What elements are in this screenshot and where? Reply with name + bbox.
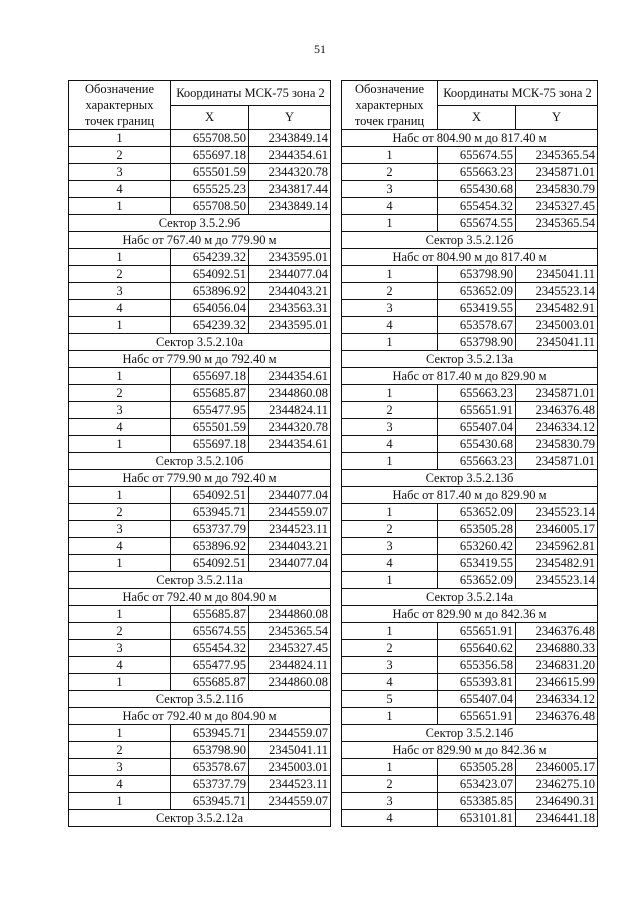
point-number: 1: [342, 572, 438, 589]
y-coordinate: 2343817.44: [249, 181, 331, 198]
section-row: [342, 368, 598, 385]
y-coordinate: 2344523.11: [249, 776, 331, 793]
point-number: 1: [69, 555, 171, 572]
table-row: [342, 538, 598, 555]
table-row: [342, 810, 598, 827]
section-label: Набс от 792.40 м до 804.90 м: [69, 589, 331, 606]
y-coordinate: 2344320.78: [249, 419, 331, 436]
point-number: 1: [342, 385, 438, 402]
y-coordinate: 2345365.54: [249, 623, 331, 640]
table-row: [342, 300, 598, 317]
x-coordinate: 653578.67: [171, 759, 249, 776]
table-body: [69, 130, 331, 827]
point-number: 1: [342, 453, 438, 470]
table-row: [69, 623, 331, 640]
point-number: 1: [69, 674, 171, 691]
coordinates-table-right: [341, 80, 598, 827]
table-row: [342, 317, 598, 334]
table-row: [342, 283, 598, 300]
x-coordinate: 653798.90: [171, 742, 249, 759]
x-coordinate: 653419.55: [438, 555, 516, 572]
coordinates-table-left: [68, 80, 331, 827]
point-number: 1: [69, 725, 171, 742]
table-row: [69, 521, 331, 538]
section-row: [69, 453, 331, 470]
table-row: [69, 776, 331, 793]
y-coordinate: 2344824.11: [249, 402, 331, 419]
section-row: [342, 249, 598, 266]
table-row: [342, 640, 598, 657]
y-coordinate: 2343849.14: [249, 198, 331, 215]
x-coordinate: 655663.23: [438, 385, 516, 402]
section-row: [342, 487, 598, 504]
x-coordinate: 655685.87: [171, 674, 249, 691]
y-coordinate: 2345482.91: [516, 300, 598, 317]
point-number: 1: [69, 317, 171, 334]
table-row: [69, 487, 331, 504]
table-row: [69, 368, 331, 385]
point-number: 2: [69, 742, 171, 759]
table-row: [342, 521, 598, 538]
section-label: Сектор 3.5.2.10б: [69, 453, 331, 470]
table-row: [342, 419, 598, 436]
x-coordinate: 653419.55: [438, 300, 516, 317]
point-number: 3: [69, 759, 171, 776]
table-row: [69, 674, 331, 691]
table-row: [69, 147, 331, 164]
point-number: 4: [69, 419, 171, 436]
point-number: 1: [342, 708, 438, 725]
section-row: [342, 130, 598, 147]
page-number: 51: [314, 42, 326, 56]
x-coordinate: 655708.50: [171, 130, 249, 147]
y-coordinate: 2345327.45: [516, 198, 598, 215]
section-label: Набс от 817.40 м до 829.90 м: [342, 487, 598, 504]
table-row: [342, 402, 598, 419]
point-number: 3: [69, 402, 171, 419]
table-row: [69, 793, 331, 810]
point-number: 1: [69, 249, 171, 266]
section-row: [342, 742, 598, 759]
section-row: [69, 232, 331, 249]
y-column-header: Y: [249, 105, 331, 130]
table-row: [342, 198, 598, 215]
section-row: [69, 572, 331, 589]
table-row: [342, 385, 598, 402]
section-label: Сектор 3.5.2.12а: [69, 810, 331, 827]
table-row: [342, 181, 598, 198]
x-column-header: X: [438, 105, 516, 130]
x-coordinate: 653896.92: [171, 538, 249, 555]
table-row: [342, 334, 598, 351]
x-coordinate: 655525.23: [171, 181, 249, 198]
x-coordinate: 655708.50: [171, 198, 249, 215]
point-number: 1: [342, 759, 438, 776]
section-label: Сектор 3.5.2.14б: [342, 725, 598, 742]
point-number: 1: [69, 793, 171, 810]
section-row: [69, 470, 331, 487]
section-label: Набс от 829.90 м до 842.36 м: [342, 742, 598, 759]
table-row: [69, 385, 331, 402]
y-coordinate: 2345523.14: [516, 572, 598, 589]
table-header: [342, 81, 598, 130]
y-coordinate: 2343563.31: [249, 300, 331, 317]
section-label: Сектор 3.5.2.9б: [69, 215, 331, 232]
section-row: [69, 351, 331, 368]
x-coordinate: 655663.23: [438, 453, 516, 470]
y-coordinate: 2346376.48: [516, 402, 598, 419]
x-coordinate: 654092.51: [171, 555, 249, 572]
point-number: 3: [69, 164, 171, 181]
point-number: 2: [342, 521, 438, 538]
table-row: [69, 164, 331, 181]
table-row: [342, 793, 598, 810]
y-coordinate: 2344354.61: [249, 436, 331, 453]
section-row: [69, 810, 331, 827]
section-row: [69, 691, 331, 708]
point-number: 3: [342, 181, 438, 198]
table-row: [69, 283, 331, 300]
x-coordinate: 655501.59: [171, 419, 249, 436]
x-coordinate: 653945.71: [171, 793, 249, 810]
y-coordinate: 2344523.11: [249, 521, 331, 538]
y-coordinate: 2344559.07: [249, 793, 331, 810]
table-row: [342, 759, 598, 776]
y-coordinate: 2344354.61: [249, 368, 331, 385]
table-row: [342, 776, 598, 793]
x-coordinate: 655454.32: [171, 640, 249, 657]
table-row: [69, 640, 331, 657]
y-coordinate: 2344559.07: [249, 504, 331, 521]
section-row: [69, 334, 331, 351]
y-coordinate: 2346831.20: [516, 657, 598, 674]
y-coordinate: 2345482.91: [516, 555, 598, 572]
section-row: [342, 232, 598, 249]
y-coordinate: 2345830.79: [516, 436, 598, 453]
y-coordinate: 2343595.01: [249, 317, 331, 334]
coordinates-header: Координаты МСК-75 зона 2: [171, 81, 331, 106]
point-number: 2: [69, 266, 171, 283]
point-number: 3: [342, 300, 438, 317]
x-coordinate: 653737.79: [171, 521, 249, 538]
section-label: Набс от 817.40 м до 829.90 м: [342, 368, 598, 385]
y-column-header: Y: [516, 105, 598, 130]
coordinates-header: Координаты МСК-75 зона 2: [438, 81, 598, 106]
point-number: 2: [69, 623, 171, 640]
x-coordinate: 655407.04: [438, 691, 516, 708]
y-coordinate: 2345830.79: [516, 181, 598, 198]
y-coordinate: 2345327.45: [249, 640, 331, 657]
point-designation-header: Обозначение характерных точек границ: [69, 81, 171, 130]
y-coordinate: 2346334.12: [516, 419, 598, 436]
table-row: [342, 623, 598, 640]
table-body: [342, 130, 598, 827]
x-coordinate: 654056.04: [171, 300, 249, 317]
y-coordinate: 2345003.01: [516, 317, 598, 334]
x-coordinate: 655651.91: [438, 623, 516, 640]
table-row: [342, 555, 598, 572]
section-label: Сектор 3.5.2.13а: [342, 351, 598, 368]
x-coordinate: 655685.87: [171, 606, 249, 623]
x-coordinate: 655454.32: [438, 198, 516, 215]
x-coordinate: 655697.18: [171, 436, 249, 453]
y-coordinate: 2345041.11: [516, 266, 598, 283]
table-row: [69, 419, 331, 436]
x-coordinate: 655651.91: [438, 402, 516, 419]
x-coordinate: 653578.67: [438, 317, 516, 334]
table-row: [69, 742, 331, 759]
x-coordinate: 655674.55: [171, 623, 249, 640]
y-coordinate: 2346005.17: [516, 521, 598, 538]
point-number: 1: [69, 606, 171, 623]
point-number: 4: [342, 436, 438, 453]
point-number: 1: [69, 368, 171, 385]
section-row: [342, 351, 598, 368]
section-label: Сектор 3.5.2.10а: [69, 334, 331, 351]
y-coordinate: 2346880.33: [516, 640, 598, 657]
y-coordinate: 2344860.08: [249, 674, 331, 691]
x-coordinate: 653798.90: [438, 266, 516, 283]
y-coordinate: 2345523.14: [516, 504, 598, 521]
y-coordinate: 2344077.04: [249, 487, 331, 504]
y-coordinate: 2346275.10: [516, 776, 598, 793]
y-coordinate: 2345523.14: [516, 283, 598, 300]
point-number: 1: [342, 504, 438, 521]
table-row: [69, 725, 331, 742]
section-label: Сектор 3.5.2.11б: [69, 691, 331, 708]
section-label: Сектор 3.5.2.12б: [342, 232, 598, 249]
y-coordinate: 2346376.48: [516, 708, 598, 725]
point-number: 4: [69, 776, 171, 793]
point-number: 2: [342, 640, 438, 657]
y-coordinate: 2346334.12: [516, 691, 598, 708]
table-row: [69, 657, 331, 674]
section-label: Набс от 804.90 м до 817.40 м: [342, 130, 598, 147]
y-coordinate: 2344354.61: [249, 147, 331, 164]
y-coordinate: 2345871.01: [516, 164, 598, 181]
point-number: 5: [342, 691, 438, 708]
section-row: [69, 589, 331, 606]
y-coordinate: 2344043.21: [249, 538, 331, 555]
x-coordinate: 653505.28: [438, 521, 516, 538]
table-row: [69, 436, 331, 453]
section-label: Сектор 3.5.2.13б: [342, 470, 598, 487]
table-row: [342, 504, 598, 521]
x-coordinate: 655430.68: [438, 436, 516, 453]
y-coordinate: 2344559.07: [249, 725, 331, 742]
y-coordinate: 2344860.08: [249, 385, 331, 402]
y-coordinate: 2345041.11: [516, 334, 598, 351]
table-row: [342, 215, 598, 232]
section-label: Сектор 3.5.2.14а: [342, 589, 598, 606]
x-coordinate: 653260.42: [438, 538, 516, 555]
section-label: Набс от 804.90 м до 817.40 м: [342, 249, 598, 266]
x-coordinate: 654239.32: [171, 249, 249, 266]
point-number: 3: [342, 657, 438, 674]
section-row: [69, 215, 331, 232]
x-coordinate: 654239.32: [171, 317, 249, 334]
point-number: 1: [342, 266, 438, 283]
point-number: 4: [69, 181, 171, 198]
point-number: 2: [69, 504, 171, 521]
point-number: 2: [342, 283, 438, 300]
x-coordinate: 655393.81: [438, 674, 516, 691]
x-column-header: X: [171, 105, 249, 130]
point-number: 2: [342, 776, 438, 793]
y-coordinate: 2344320.78: [249, 164, 331, 181]
x-coordinate: 655697.18: [171, 368, 249, 385]
section-label: Набс от 779.90 м до 792.40 м: [69, 470, 331, 487]
point-number: 4: [342, 810, 438, 827]
point-number: 4: [69, 538, 171, 555]
point-number: 2: [69, 385, 171, 402]
x-coordinate: 653945.71: [171, 725, 249, 742]
section-row: [342, 725, 598, 742]
y-coordinate: 2346441.18: [516, 810, 598, 827]
point-number: 4: [342, 198, 438, 215]
x-coordinate: 653652.09: [438, 572, 516, 589]
y-coordinate: 2344860.08: [249, 606, 331, 623]
point-number: 4: [342, 674, 438, 691]
section-label: Сектор 3.5.2.11а: [69, 572, 331, 589]
x-coordinate: 655430.68: [438, 181, 516, 198]
y-coordinate: 2343849.14: [249, 130, 331, 147]
x-coordinate: 653423.07: [438, 776, 516, 793]
y-coordinate: 2345962.81: [516, 538, 598, 555]
x-coordinate: 655477.95: [171, 657, 249, 674]
y-coordinate: 2346615.99: [516, 674, 598, 691]
table-row: [69, 402, 331, 419]
point-number: 3: [69, 283, 171, 300]
x-coordinate: 655685.87: [171, 385, 249, 402]
section-label: Набс от 767.40 м до 779.90 м: [69, 232, 331, 249]
table-row: [69, 759, 331, 776]
point-number: 1: [69, 198, 171, 215]
section-label: Набс от 792.40 м до 804.90 м: [69, 708, 331, 725]
point-number: 1: [342, 334, 438, 351]
point-number: 3: [342, 793, 438, 810]
point-number: 1: [342, 623, 438, 640]
x-coordinate: 655697.18: [171, 147, 249, 164]
x-coordinate: 655501.59: [171, 164, 249, 181]
x-coordinate: 653385.85: [438, 793, 516, 810]
section-row: [69, 708, 331, 725]
table-row: [69, 504, 331, 521]
y-coordinate: 2345871.01: [516, 453, 598, 470]
y-coordinate: 2345365.54: [516, 215, 598, 232]
table-row: [342, 266, 598, 283]
point-number: 4: [342, 555, 438, 572]
point-number: 1: [342, 215, 438, 232]
x-coordinate: 653652.09: [438, 504, 516, 521]
point-number: 1: [69, 487, 171, 504]
section-label: Набс от 779.90 м до 792.40 м: [69, 351, 331, 368]
y-coordinate: 2346005.17: [516, 759, 598, 776]
point-number: 2: [342, 402, 438, 419]
table-header: [69, 81, 331, 130]
section-row: [342, 606, 598, 623]
x-coordinate: 654092.51: [171, 266, 249, 283]
table-row: [69, 300, 331, 317]
point-number: 4: [69, 300, 171, 317]
y-coordinate: 2344077.04: [249, 266, 331, 283]
x-coordinate: 653652.09: [438, 283, 516, 300]
section-row: [342, 589, 598, 606]
table-row: [69, 266, 331, 283]
x-coordinate: 655663.23: [438, 164, 516, 181]
point-number: 1: [69, 130, 171, 147]
table-row: [69, 555, 331, 572]
x-coordinate: 655477.95: [171, 402, 249, 419]
y-coordinate: 2344824.11: [249, 657, 331, 674]
y-coordinate: 2346490.31: [516, 793, 598, 810]
y-coordinate: 2345003.01: [249, 759, 331, 776]
point-designation-header: Обозначение характерных точек границ: [342, 81, 438, 130]
point-number: 1: [342, 147, 438, 164]
point-number: 3: [69, 521, 171, 538]
table-row: [342, 708, 598, 725]
table-row: [342, 691, 598, 708]
table-row: [69, 249, 331, 266]
x-coordinate: 653101.81: [438, 810, 516, 827]
y-coordinate: 2344077.04: [249, 555, 331, 572]
section-row: [342, 470, 598, 487]
x-coordinate: 655651.91: [438, 708, 516, 725]
x-coordinate: 655674.55: [438, 215, 516, 232]
x-coordinate: 653945.71: [171, 504, 249, 521]
y-coordinate: 2345871.01: [516, 385, 598, 402]
point-number: 1: [69, 436, 171, 453]
table-row: [69, 538, 331, 555]
table-row: [342, 657, 598, 674]
x-coordinate: 653798.90: [438, 334, 516, 351]
point-number: 2: [69, 147, 171, 164]
table-row: [69, 181, 331, 198]
y-coordinate: 2344043.21: [249, 283, 331, 300]
point-number: 4: [69, 657, 171, 674]
y-coordinate: 2346376.48: [516, 623, 598, 640]
x-coordinate: 653737.79: [171, 776, 249, 793]
point-number: 2: [342, 164, 438, 181]
table-row: [69, 198, 331, 215]
point-number: 3: [342, 538, 438, 555]
table-row: [342, 572, 598, 589]
section-label: Набс от 829.90 м до 842.36 м: [342, 606, 598, 623]
y-coordinate: 2345041.11: [249, 742, 331, 759]
y-coordinate: 2345365.54: [516, 147, 598, 164]
table-row: [69, 606, 331, 623]
table-row: [69, 317, 331, 334]
x-coordinate: 653896.92: [171, 283, 249, 300]
x-coordinate: 654092.51: [171, 487, 249, 504]
table-row: [342, 453, 598, 470]
y-coordinate: 2343595.01: [249, 249, 331, 266]
point-number: 3: [69, 640, 171, 657]
x-coordinate: 655356.58: [438, 657, 516, 674]
table-row: [69, 130, 331, 147]
table-row: [342, 674, 598, 691]
table-row: [342, 164, 598, 181]
x-coordinate: 655407.04: [438, 419, 516, 436]
point-number: 3: [342, 419, 438, 436]
table-row: [342, 436, 598, 453]
x-coordinate: 653505.28: [438, 759, 516, 776]
x-coordinate: 655674.55: [438, 147, 516, 164]
point-number: 4: [342, 317, 438, 334]
x-coordinate: 655640.62: [438, 640, 516, 657]
table-row: [342, 147, 598, 164]
